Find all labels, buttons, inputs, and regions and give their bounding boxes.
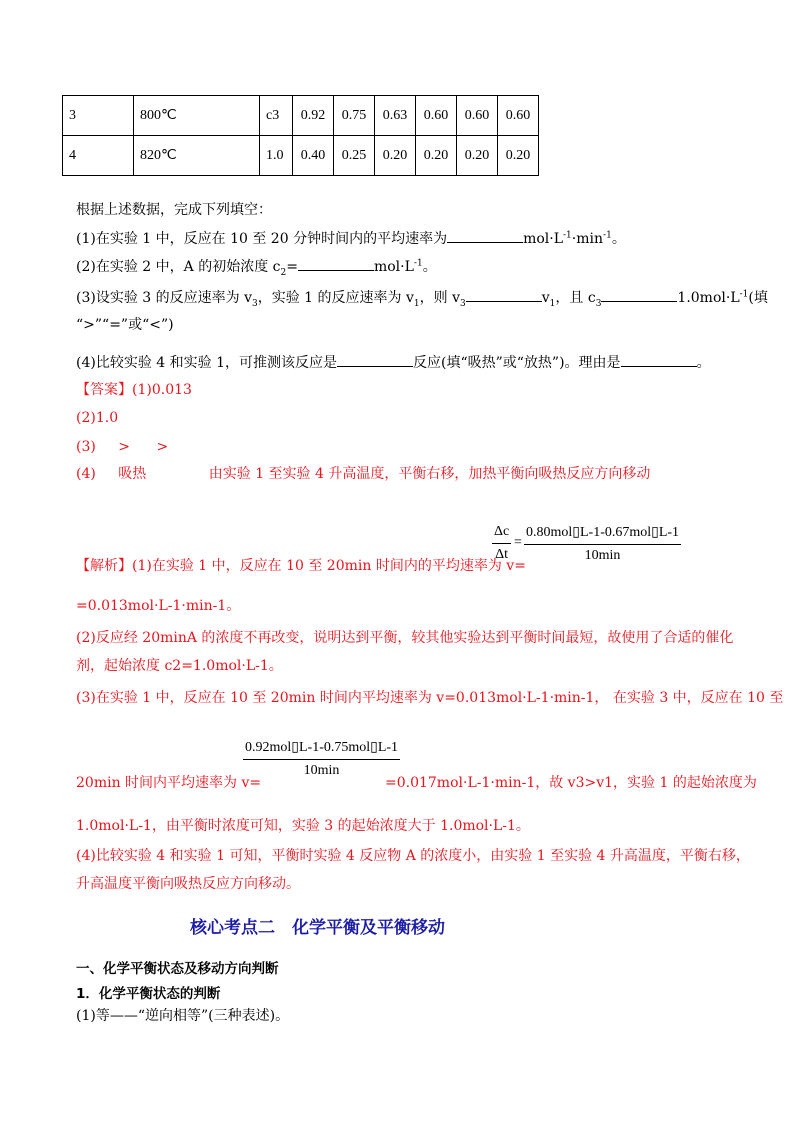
answer-text: 吸热 — [118, 466, 147, 482]
answer-blank — [621, 352, 697, 367]
fraction-numerator: Δc — [494, 524, 510, 539]
subscript: 3 — [595, 298, 602, 309]
analysis-line-3a: (3)在实验 1 中，反应在 10 至 20min 时间内平均速率为 v=0.013mol·L-1·min-1， 在实验 3 中，反应在 10 至 — [76, 690, 784, 706]
subheading-2: 1．化学平衡状态的判断 — [76, 986, 221, 1002]
table-cell: 0.20 — [375, 136, 416, 176]
table-cell: 0.60 — [498, 96, 539, 136]
analysis-line-1 — [76, 556, 526, 576]
q3-text: v — [541, 290, 550, 306]
table-cell: 0.20 — [416, 136, 457, 176]
answer-blank — [466, 287, 542, 302]
table-cell: 3 — [63, 96, 134, 136]
analysis-line-4a: (4)比较实验 4 和实验 1 可知，平衡时实验 4 反应物 A 的浓度小，由实验 1 至实验 4 升高温度，平衡右移， — [76, 848, 750, 864]
table-cell: 0.63 — [375, 96, 416, 136]
analysis-line-4b: 升高温度平衡向吸热反应方向移动。 — [76, 876, 300, 892]
q1-text: (1)在实验 1 中，反应在 10 至 20 分钟时间内的平均速率为 — [76, 231, 448, 247]
q3-text: ，则 v — [419, 290, 460, 306]
punctuation: 。 — [422, 259, 437, 275]
fraction-numerator: 0.92mol▯L-1-0.75mol▯L-1 — [245, 740, 399, 755]
analysis-line-3b: 20min 时间内平均速率为 v= — [76, 775, 262, 791]
q3-text: ，且 c — [555, 290, 596, 306]
analysis-line-2b: 剂，起始浓度 c2=1.0mol·L-1。 — [76, 658, 283, 674]
answer-text: 由实验 1 至实验 4 升高温度，平衡右移，加热平衡向吸热反应方向移动 — [208, 466, 651, 482]
table-cell: 0.20 — [457, 136, 498, 176]
superscript: -1 — [413, 258, 423, 269]
q3-text: (填 — [748, 290, 768, 306]
data-table — [62, 95, 539, 176]
answer-line-4 — [76, 464, 650, 484]
fraction-denominator: 10min — [243, 759, 400, 779]
superscript: -1 — [603, 230, 612, 241]
subscript: 2 — [280, 267, 287, 278]
question-1 — [76, 228, 626, 249]
fraction-numerator: 0.80mol▯L-1-0.67mol▯L-1 — [526, 525, 680, 540]
subscript: 3 — [252, 298, 258, 309]
answer-text: > — [118, 439, 131, 455]
table-cell: 0.92 — [293, 96, 334, 136]
answer-text: > — [156, 439, 169, 455]
fraction-denominator: Δt — [492, 543, 511, 563]
answer-blank — [601, 287, 677, 302]
superscript: -1 — [739, 289, 749, 300]
table-row — [63, 136, 539, 176]
answer-blank — [298, 256, 374, 271]
table-cell: 1.0 — [260, 136, 293, 176]
subscript: 1 — [413, 298, 420, 309]
question-2 — [76, 256, 437, 277]
punctuation: 。 — [611, 231, 626, 247]
table-cell: 0.60 — [416, 96, 457, 136]
table-cell: 4 — [63, 136, 134, 176]
q2-text: (2)在实验 2 中，A 的初始浓度 c — [76, 259, 281, 275]
table-cell: 0.25 — [334, 136, 375, 176]
answer-line-3 — [76, 437, 168, 457]
body-line: (1)等——“逆向相等”(三种表述)。 — [76, 1008, 290, 1024]
unit-text: mol·L — [523, 231, 564, 247]
subscript: 3 — [460, 298, 466, 309]
answer-text: (1)0.013 — [132, 382, 192, 398]
table-row — [63, 96, 539, 136]
fraction-2 — [243, 739, 400, 779]
q4-text: 反应(填“吸热”或“放热”)。理由是 — [413, 355, 621, 371]
q3-text: ，实验 1 的反应速率为 v — [257, 290, 414, 306]
analysis-line-2a: (2)反应经 20minA 的浓度不再改变，说明达到平衡，较其他实验达到平衡时间最短，故使用了合适的催化 — [76, 630, 734, 646]
intro-text: 根据上述数据，完成下列填空： — [76, 202, 272, 218]
analysis-line-3c: =0.017mol·L-1·min-1，故 v3>v1，实验 1 的起始浓度为 — [385, 775, 757, 791]
fraction-denominator: 10min — [524, 544, 681, 564]
answer-text: (3) — [76, 439, 96, 455]
table-cell: c3 — [260, 96, 293, 136]
answer-line-1 — [76, 380, 192, 400]
section-heading: 核心考点二 化学平衡及平衡移动 — [190, 918, 445, 938]
superscript: -1 — [563, 230, 572, 241]
punctuation: 。 — [696, 355, 711, 371]
q3-text: 1.0mol·L — [677, 290, 740, 306]
q3-text: (3)设实验 3 的反应速率为 v — [76, 290, 252, 306]
table-cell: 0.60 — [457, 96, 498, 136]
question-3 — [76, 287, 768, 308]
fraction-1 — [524, 524, 681, 564]
q4-text: (4)比较实验 4 和实验 1，可推测该反应是 — [76, 355, 337, 371]
unit-text: mol·L — [373, 259, 414, 275]
unit-text: ·min — [571, 231, 604, 247]
answer-line-2: (2)1.0 — [76, 410, 119, 426]
analysis-text: (1)在实验 1 中，反应在 10 至 20min 时间内的平均速率为 v= — [132, 558, 526, 574]
answer-blank — [447, 228, 523, 243]
subheading-1: 一、化学平衡状态及移动方向判断 — [76, 961, 279, 977]
subscript: 1 — [549, 298, 556, 309]
answer-text: (4) — [76, 466, 96, 482]
answer-tag: 【答案】 — [76, 382, 132, 398]
table-cell: 0.40 — [293, 136, 334, 176]
analysis-tag: 【解析】 — [76, 558, 132, 574]
analysis-line-3d: 1.0mol·L-1，由平衡时浓度可知，实验 3 的起始浓度大于 1.0mol·L-1。 — [76, 818, 530, 834]
table-cell: 800℃ — [134, 96, 260, 136]
analysis-result-1: =0.013mol·L-1·min-1。 — [76, 598, 241, 614]
table-cell: 820℃ — [134, 136, 260, 176]
question-3-line2: “>”“=”或“<”) — [76, 317, 174, 333]
answer-blank — [337, 352, 413, 367]
equals-sign: = — [514, 535, 522, 550]
table-cell: 0.20 — [498, 136, 539, 176]
question-4 — [76, 352, 711, 373]
table-cell: 0.75 — [334, 96, 375, 136]
q2-text: = — [286, 259, 298, 275]
